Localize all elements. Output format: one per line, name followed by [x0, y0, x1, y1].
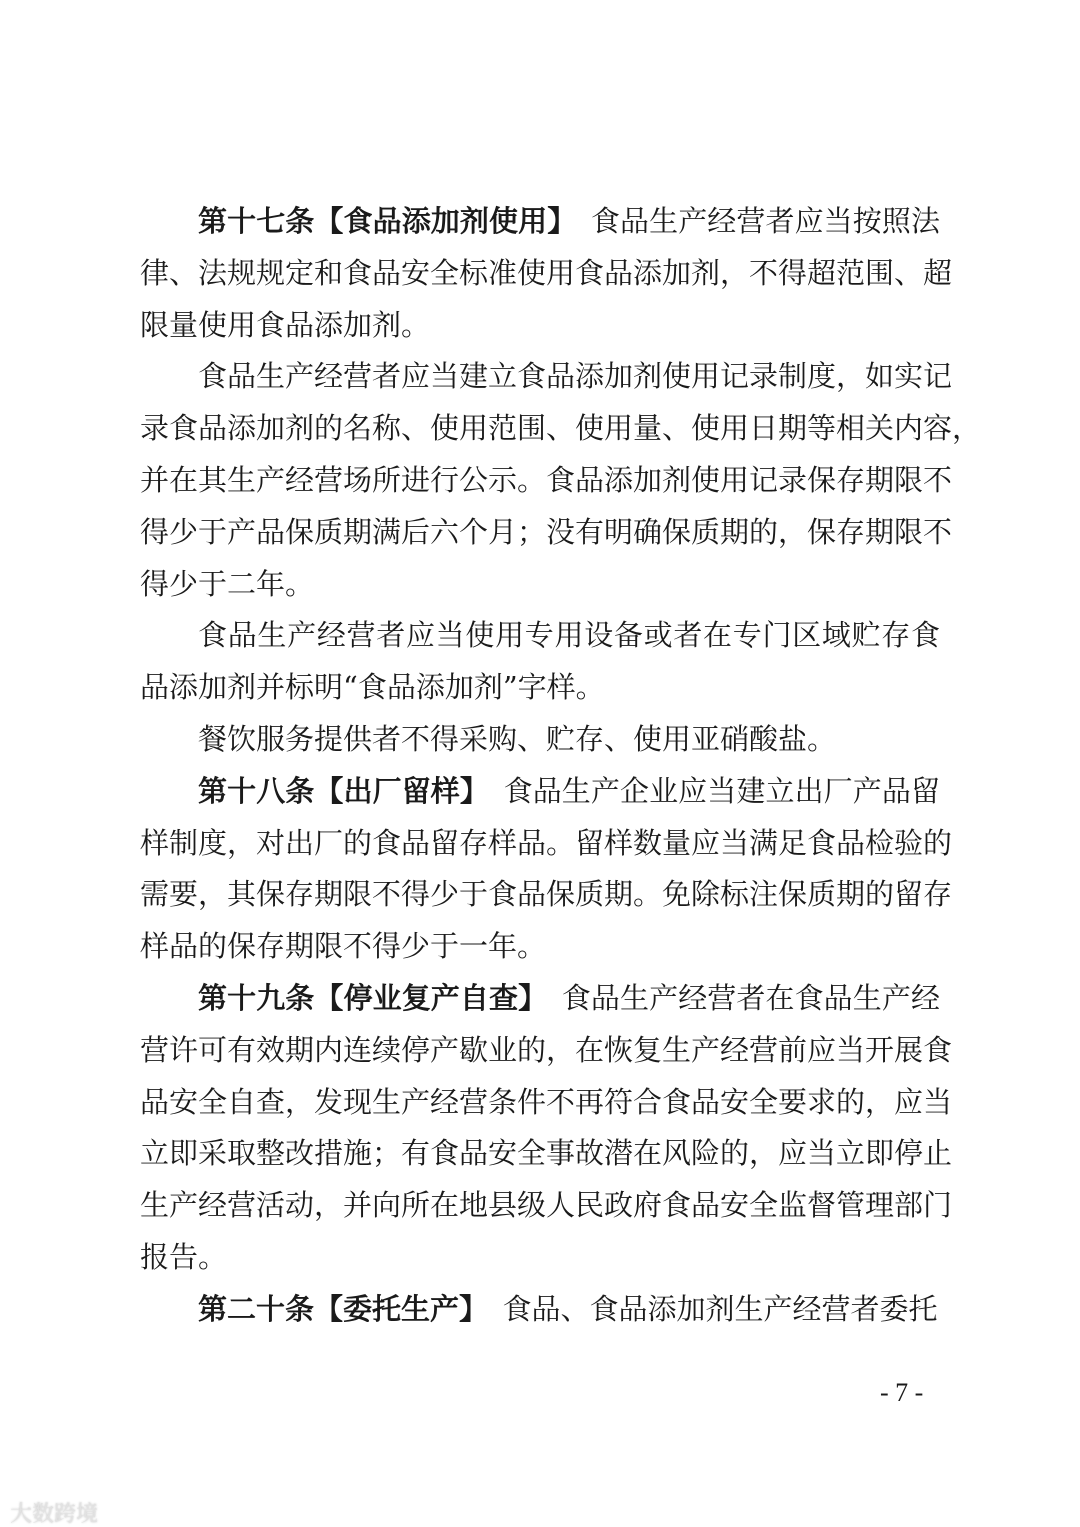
line-text: 食品生产经营者应当使用专用设备或者在专门区域贮存食 — [198, 618, 940, 653]
line-text: 【停业复产自查】 食品生产经营者在食品生产经 — [314, 980, 940, 1015]
line-text: 需要，其保存期限不得少于食品保质期。免除标注保质期的留存 — [140, 877, 953, 912]
paragraph-line — [140, 1025, 953, 1077]
line-text: 立即采取整改措施；有食品安全事故潜在风险的，应当立即停止 — [140, 1136, 953, 1171]
paragraph-line — [140, 1077, 953, 1129]
paragraph-line — [140, 403, 982, 455]
paragraph-line — [140, 869, 953, 921]
line-text: 生产经营活动，并向所在地县级人民政府食品安全监督管理部门 — [140, 1188, 953, 1223]
line-text: 并在其生产经营场所进行公示。食品添加剂使用记录保存期限不 — [140, 462, 953, 497]
paragraph-line — [140, 559, 940, 611]
paragraph-line — [140, 766, 940, 818]
article-heading: 第十九条 — [198, 980, 315, 1015]
paragraph-line — [140, 610, 940, 662]
document-body — [140, 196, 982, 1336]
paragraph-line — [140, 973, 940, 1025]
line-text: 得少于二年。 — [140, 566, 315, 601]
line-text: 【出厂留样】 食品生产企业应当建立出厂产品留 — [314, 773, 940, 808]
paragraph-line — [140, 662, 940, 714]
paragraph-line — [140, 1232, 940, 1284]
paragraph-line — [140, 1180, 953, 1232]
watermark-logo: 大数跨境 — [10, 1502, 99, 1527]
paragraph-line — [140, 455, 953, 507]
paragraph-line — [140, 300, 940, 352]
article-heading: 第二十条 — [198, 1291, 315, 1326]
paragraph-line — [140, 1128, 953, 1180]
line-text: 品安全自查，发现生产经营条件不再符合食品安全要求的，应当 — [140, 1084, 953, 1119]
line-text: 律、法规规定和食品安全标准使用食品添加剂，不得超范围、超 — [140, 255, 953, 290]
paragraph-line — [140, 248, 953, 300]
line-text: 【委托生产】 食品、食品添加剂生产经营者委托 — [314, 1291, 938, 1326]
article-heading: 第十八条 — [198, 773, 315, 808]
paragraph-line — [140, 1284, 940, 1336]
line-text: 录食品添加剂的名称、使用范围、使用量、使用日期等相关内容， — [140, 411, 982, 446]
line-text: 品添加剂并标明“食品添加剂”字样。 — [140, 670, 605, 705]
line-text: 限量使用食品添加剂。 — [140, 307, 431, 342]
line-text: 食品生产经营者应当建立食品添加剂使用记录制度，如实记 — [198, 359, 953, 394]
line-text: 得少于产品保质期满后六个月；没有明确保质期的，保存期限不 — [140, 514, 953, 549]
page-number: - 7 - — [880, 1378, 924, 1407]
paragraph-line — [140, 351, 953, 403]
line-text: 营许可有效期内连续停产歇业的，在恢复生产经营前应当开展食 — [140, 1032, 953, 1067]
line-text: 样品的保存期限不得少于一年。 — [140, 929, 547, 964]
line-text: 样制度，对出厂的食品留存样品。留样数量应当满足食品检验的 — [140, 825, 953, 860]
paragraph-line — [140, 196, 940, 248]
paragraph-line — [140, 714, 940, 766]
article-heading: 第十七条 — [198, 204, 315, 238]
line-text: 餐饮服务提供者不得采购、贮存、使用亚硝酸盐。 — [198, 721, 837, 756]
line-text: 【食品添加剂使用】 食品生产经营者应当按照法 — [314, 204, 940, 238]
paragraph-line — [140, 818, 953, 870]
paragraph-line — [140, 507, 953, 559]
line-text: 报告。 — [140, 1239, 228, 1274]
paragraph-line — [140, 921, 940, 973]
